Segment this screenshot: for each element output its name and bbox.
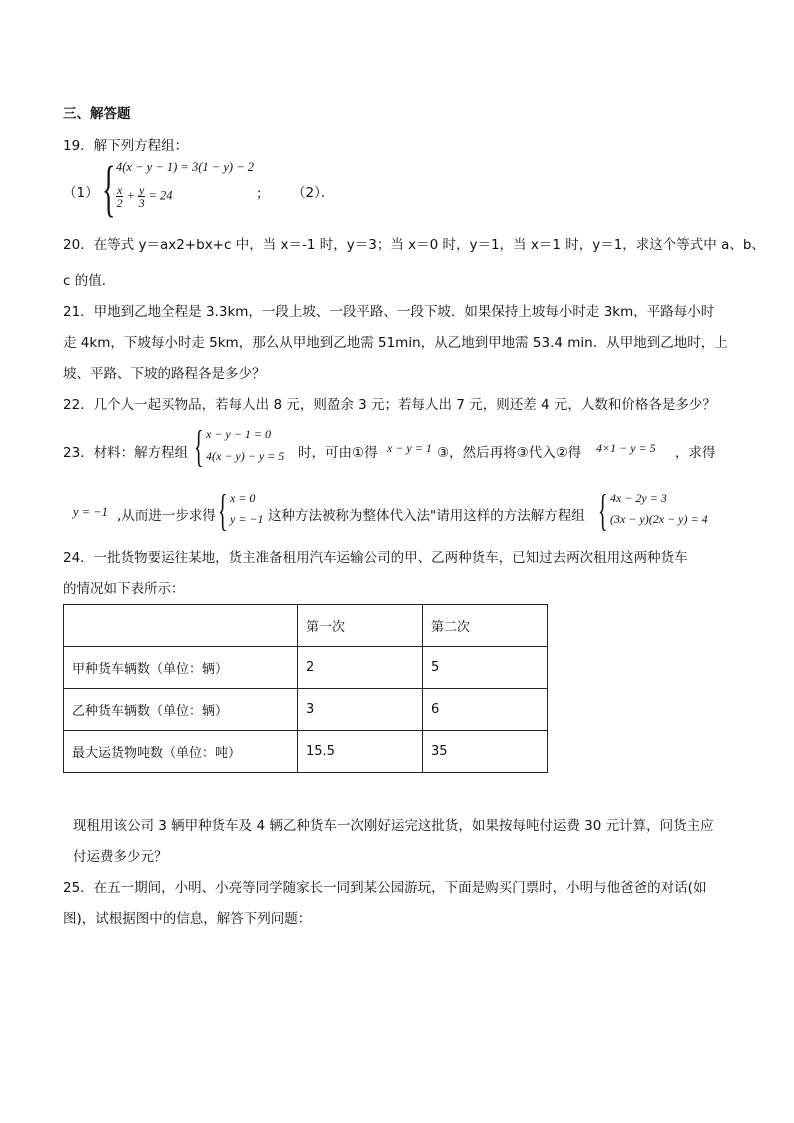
table-cell: 6 [423, 689, 548, 731]
q19-brace: { [102, 155, 116, 223]
q23-mid3: ，求得 [675, 445, 716, 461]
table-cell: 15.5 [298, 731, 423, 773]
table-cell: 5 [423, 647, 548, 689]
q24-line1: 24．一批货物要运往某地，货主准备租用汽车运输公司的甲、乙两种货车，已知过去两次租用这两种货车 [63, 550, 688, 566]
table-header-cell: 第一次 [298, 605, 423, 647]
q23-sol-y: y = −1 [230, 512, 264, 526]
q23-sys2-eq1: 4x − 2y = 3 [610, 491, 667, 505]
q19-eq2-plus: + [126, 188, 135, 203]
table-cell: 甲种货车辆数（单位：辆） [64, 647, 298, 689]
section-title: 三、解答题 [63, 106, 131, 122]
q19-eq1: 4(x − y − 1) = 3(1 − y) − 2 [116, 160, 254, 174]
q19-part2-label: （2）． [292, 185, 335, 201]
q23-line2-text: 这种方法被称为整体代入法"请用这样的方法解方程组 [268, 508, 585, 524]
q23-sys2-eq2: (3x − y)(2x − y) = 4 [610, 512, 708, 526]
table-cell: 3 [298, 689, 423, 731]
q23-line2-mid: ,从而进一步求得 [117, 508, 216, 524]
q23-sys1-eq1: x − y − 1 = 0 [206, 427, 271, 441]
table-cell: 2 [298, 647, 423, 689]
q19-separator: ； [256, 186, 270, 202]
q24-line2: 的情况如下表所示： [63, 581, 185, 597]
table-row [64, 731, 548, 773]
q23-mid2: ③，然后再将③代入②得 [437, 445, 582, 461]
q23-sys2-brace: { [598, 486, 608, 535]
q19-eq2-y-den: 3 [138, 196, 145, 210]
q20-line1: 20．在等式 y＝ax2+bx+c 中，当 x＝-1 时，y＝3；当 x＝0 时，y＝1，当 x＝1 时，y＝1，求这个等式中 a、b、 [63, 237, 765, 253]
q23-sys1-brace: { [194, 422, 204, 471]
table-cell: 乙种货车辆数（单位：辆） [64, 689, 298, 731]
q19-eq2-rhs: = 24 [148, 188, 173, 203]
q21-line3: 坡、平路、下坡的路程各是多少？ [63, 366, 266, 382]
q19-eq2-x-den: 2 [116, 196, 123, 210]
q22-line1: 22．几个人一起买物品，若每人出 8 元，则盈余 3 元；若每人出 7 元，则还差 4 元，人数和价格各是多少？ [63, 397, 716, 413]
q21-line1: 21．甲地到乙地全程是 3.3km，一段上坡、一段平路、一段下坡．如果保持上坡每小时走 3km，平路每小时 [63, 304, 715, 320]
table-row [64, 647, 548, 689]
q20-line2: c 的值． [63, 273, 116, 289]
q19-part1-label: （1） [63, 185, 99, 201]
q19-intro: 19．解下列方程组： [63, 138, 189, 154]
table-row [64, 689, 548, 731]
q24-after2: 付运费多少元？ [73, 849, 168, 865]
table-cell: 35 [423, 731, 548, 773]
q23-sol-x: x = 0 [230, 491, 256, 505]
q19-eq2 [116, 184, 173, 209]
q23-sol-brace: { [218, 486, 228, 535]
q23-eq4: 4×1 − y = 5 [596, 441, 656, 455]
q25-line2: 图)，试根据图中的信息，解答下列问题： [63, 911, 312, 927]
table-header-cell: 第二次 [423, 605, 548, 647]
q19-eq2-y-num: y [139, 183, 145, 197]
q23-eq3: x − y = 1 [387, 441, 432, 455]
q23-y-result: y = −1 [73, 505, 108, 519]
q25-line1: 25．在五一期间，小明、小亮等同学随家长一同到某公园游玩，下面是购买门票时，小明与他爸爸的对话(如 [63, 880, 707, 896]
table-header-row [64, 605, 548, 647]
table-cell: 最大运货物吨数（单位：吨） [64, 731, 298, 773]
q24-after1: 现租用该公司 3 辆甲种货车及 4 辆乙种货车一次刚好运完这批货，如果按每吨付运费 30 元计算，问货主应 [73, 818, 714, 834]
freight-table [63, 604, 548, 773]
table-header-cell [64, 605, 298, 647]
q19-eq2-x-num: x [117, 183, 123, 197]
q23-mid1: 时，可由①得 [298, 445, 378, 461]
q23-prefix: 23．材料：解方程组 [63, 445, 189, 461]
q21-line2: 走 4km，下坡每小时走 5km，那么从甲地到乙地需 51min，从乙地到甲地需 53.4 min．从甲地到乙地时，上 [63, 335, 728, 351]
q23-sys1-eq2: 4(x − y) − y = 5 [206, 449, 285, 463]
